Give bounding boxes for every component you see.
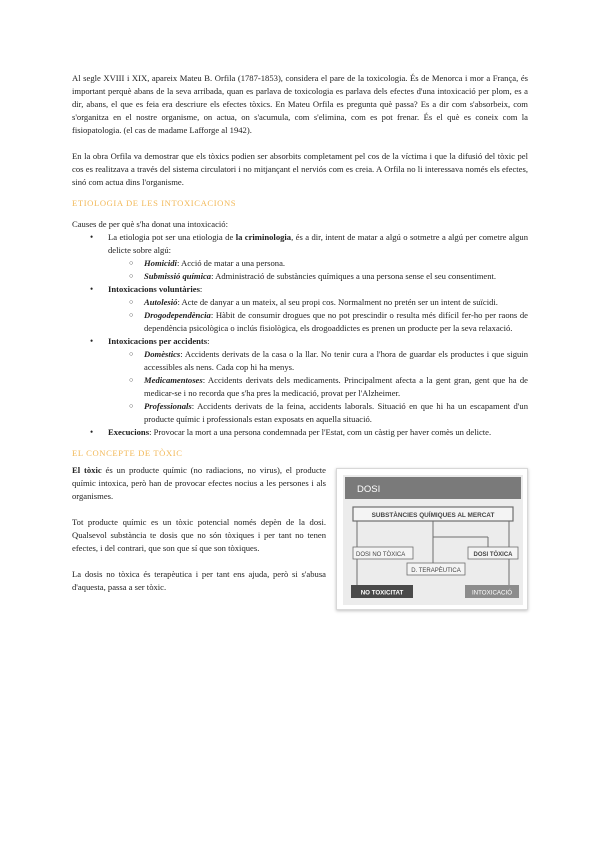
concepte-text xyxy=(72,464,326,610)
sub-term: Medicamentoses xyxy=(144,375,203,385)
list-item xyxy=(72,426,528,439)
list-item xyxy=(72,335,528,426)
etiologia-lead: Causes de per què s'ha donat una intoxicació: xyxy=(72,219,228,229)
sub-list-item xyxy=(108,374,528,400)
sub-list-item xyxy=(108,296,528,309)
market-label: SUBSTÀNCIES QUÍMIQUES AL MERCAT xyxy=(371,512,495,519)
item-text: : xyxy=(207,336,210,346)
concepte-paragraph-2: Tot producte químic es un tòxic potencial només depèn de la dosi. Qualsevol substància te dosis que no són tòxiques i per tant no tenen efectes, i del contrari, que son que sí que son tòxiques. xyxy=(72,517,326,553)
sub-list-item xyxy=(108,270,528,283)
concepte-paragraph-3: La dosis no tòxica és terapèutica i per tant ens ajuda, però si s'abusa d'aquesta, passa a ser tòxic. xyxy=(72,569,326,592)
sub-term: Submissió química xyxy=(144,271,212,281)
sub-list-item xyxy=(108,309,528,335)
concepte-paragraph-1 xyxy=(72,464,326,503)
no-toxicity-label: NO TOXICITAT xyxy=(360,589,404,597)
item-term: Intoxicacions per accidents xyxy=(108,336,208,346)
etiologia-heading: ETIOLOGIA DE LES INTOXICACIONS xyxy=(72,198,237,208)
sub-text: : Accidents derivats dels medicaments. Principalment afecta a la gent gran, gent que ha de medicar-se i no recorda que s'ha pres la medicació, provat per l'Alzheimer. xyxy=(144,375,528,398)
concepte-heading: EL CONCEPTE DE TÒXIC xyxy=(72,448,183,458)
etiologia-list xyxy=(72,231,528,439)
dose-diagram-svg xyxy=(343,475,523,605)
concepte-section xyxy=(72,464,528,610)
sub-list xyxy=(108,257,528,283)
sub-text: : Accidents derivats de la casa o la llar. No tenir cura a l'hora de guardar els productes i que siguin accessibles als nens. Cada cop hi ha menys. xyxy=(144,349,528,372)
sub-text: : Acció de matar a una persona. xyxy=(176,258,286,268)
sub-term: Domèstics xyxy=(144,349,181,359)
no-toxic-dose-label: DOSI NO TÒXICA xyxy=(356,552,406,558)
sub-list xyxy=(108,296,528,335)
intro-paragraph-1: Al segle XVIII i XIX, apareix Mateu B. Orfila (1787-1853), considera el pare de la toxicologia. És de Menorca i mor a França, és important perquè abans de la seva arribada, quan es parlava de toxicologia es parlava dels efectes d'una intoxicació per plom, es a dir, abans, el que es feia era descriure els efectes tòxics. En Mateu Orfila es pregunta què passa? Es a dir com s'absorbeix, com s'organitza en el nostre organisme, on actua, on s'acumula, com s'elimina, com es pot frenar. És el què es coneix com la fisiopatologia. (el cas de madame Lafforge al 1942). xyxy=(72,73,528,135)
sub-text: : Acte de danyar a un mateix, al seu propi cos. Normalment no pretén ser un intent de suïcidi. xyxy=(177,297,498,307)
sub-term: Autolesió xyxy=(144,297,178,307)
item-text: , és a dir, intent de matar a algú o sotmetre a algú per cometre algun delicte sobre algú: xyxy=(108,232,529,255)
sub-list-item xyxy=(108,257,528,270)
toxic-term: El tòxic xyxy=(72,465,102,475)
intro-paragraph-2: En la obra Orfila va demostrar que els tòxics podien ser absorbits completament pel cos de la víctima i que la difusió del tòxic pel cos es realitzava a través del sistema circulatori i no mitjançant el nerviós com es creia. A Orfila no li interessava només els efectes, sinó com actua dins l'organisme. xyxy=(72,151,528,187)
sub-text: : Hàbit de consumir drogues que no pot prescindir o resulta més difícil fer-ho per raons de dependència psicològica o inclús fisiològica, els drogoaddictes es prenen un producte per la seva relaxació. xyxy=(144,310,528,333)
therapeutic-label: D. TERAPÈUTICA xyxy=(411,568,461,574)
sub-text: : Accidents derivats de la feina, accidents laborals. Situació en que hi ha un escapament d'un producte químic i professionals estan exposats en aquella situació. xyxy=(144,401,528,424)
item-text: La etiologia pot ser una etiologia de xyxy=(108,232,236,242)
sub-text: : Administració de substàncies químiques a una persona sense el seu consentiment. xyxy=(211,271,497,281)
page-content xyxy=(72,72,528,610)
list-item xyxy=(72,283,528,335)
item-term: Intoxicacions voluntàries xyxy=(108,284,200,294)
sub-list-item xyxy=(108,400,528,426)
dose-title: DOSI xyxy=(357,484,381,495)
item-text: : Provocar la mort a una persona condemnada per l'Estat, com un càstig per haver comès un delicte. xyxy=(149,427,492,437)
intoxication-label: INTOXICACIÓ xyxy=(471,589,513,597)
sub-term: Drogodependència xyxy=(144,310,211,320)
sub-list-item xyxy=(108,348,528,374)
item-text: : xyxy=(199,284,203,294)
item-term: Execucions xyxy=(108,427,150,437)
concepte-p1-text: és un producte químic (no radiacions, no virus), el producte químic intoxica, però han de provocar efectes nocius a les persones i als organismes. xyxy=(72,465,326,501)
sub-term: Professionals xyxy=(144,401,192,411)
sub-term: Homicidi xyxy=(144,258,177,268)
dose-diagram xyxy=(336,468,528,610)
item-term: la criminologia xyxy=(235,232,292,242)
list-item xyxy=(72,231,528,283)
toxic-dose-label: DOSI TÒXICA xyxy=(473,552,513,558)
sub-list xyxy=(108,348,528,426)
